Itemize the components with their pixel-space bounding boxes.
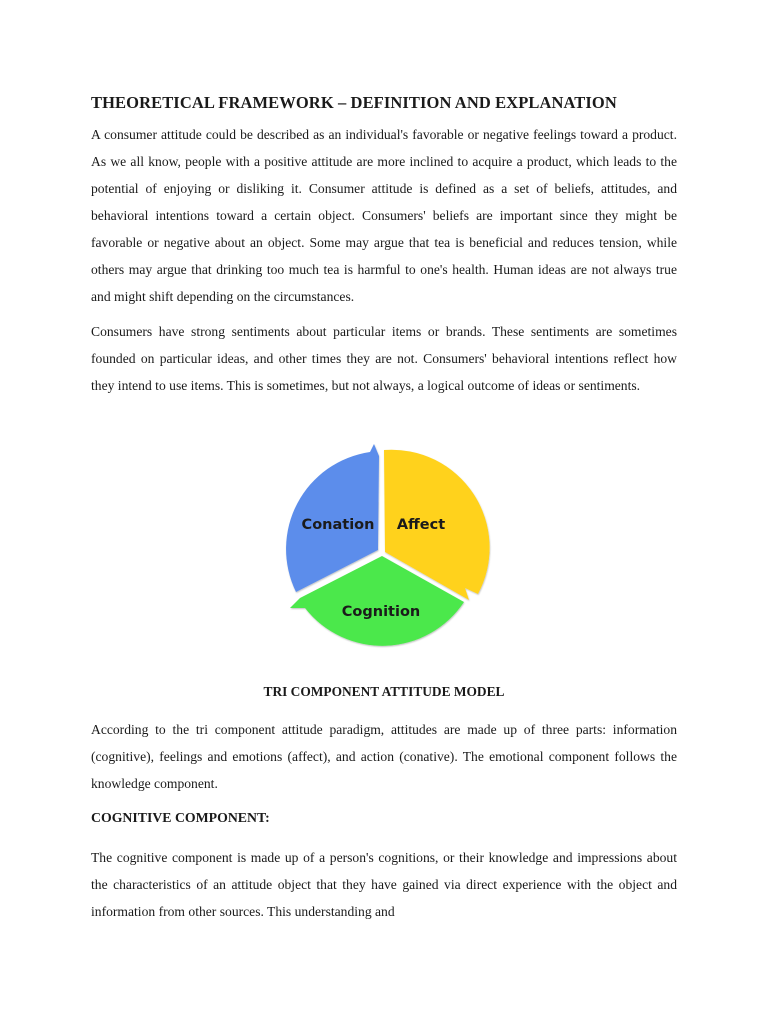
paragraph-sentiments: Consumers have strong sentiments about particular items or brands. These sentiments are sometimes founded on particular ideas, and other times they are not. Consumers' behavioral intentions reflect how they intend to use items. This is sometimes, but not always, a logical outcome of ideas or sentiments. bbox=[91, 324, 677, 393]
section-heading-cognitive: COGNITIVE COMPONENT: bbox=[91, 810, 270, 825]
cognition-label: Cognition bbox=[341, 604, 421, 620]
tri-component-cycle-diagram bbox=[276, 440, 492, 664]
affect-label: Affect bbox=[396, 517, 446, 533]
paragraph-cognitive: The cognitive component is made up of a person's cognitions, or their knowledge and impressions about the characteristics of an attitude object that they have gained via direct experience with the object and information from other sources. This understanding and bbox=[91, 850, 677, 919]
document-title: THEORETICAL FRAMEWORK – DEFINITION AND EXPLANATION bbox=[91, 93, 617, 112]
conation-label: Conation bbox=[301, 517, 375, 533]
paragraph-consumer-attitude: A consumer attitude could be described as an individual's favorable or negative feelings toward a product. As we all know, people with a positive attitude are more inclined to acquire a product, which leads to the potential of enjoying or disliking it. Consumer attitude is defined as a set of beliefs, attitudes, and behavioral intentions toward a certain object. Consumers' beliefs are important since they might be favorable or negative about an object. Some may argue that tea is beneficial and reduces tension, while others may argue that drinking too much tea is harmful to one's health. Human ideas are not always true and might shift depending on the circumstances. bbox=[91, 127, 677, 304]
figure-caption: TRI COMPONENT ATTITUDE MODEL bbox=[263, 684, 505, 699]
paragraph-tri-component: According to the tri component attitude paradigm, attitudes are made up of three parts: information (cognitive), feelings and emotions (affect), and action (conative). The emotional component follows the knowledge component. bbox=[91, 722, 677, 791]
